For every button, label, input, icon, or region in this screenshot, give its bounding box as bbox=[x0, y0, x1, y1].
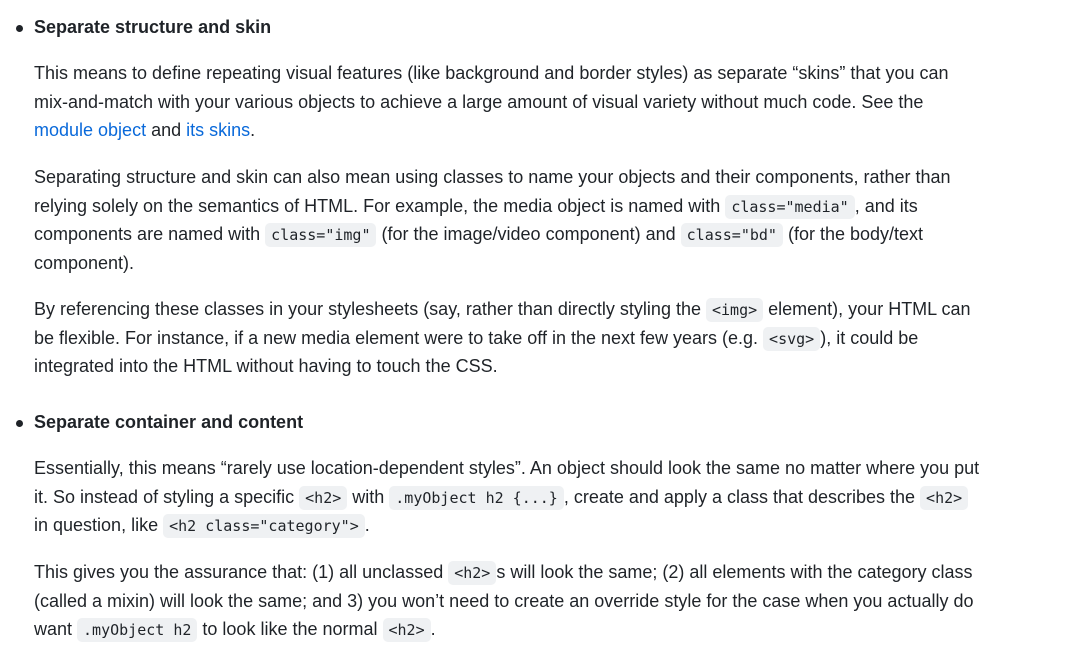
inline-code: class="img" bbox=[265, 223, 376, 247]
inline-code: <h2> bbox=[920, 486, 968, 510]
bullet-icon bbox=[16, 420, 23, 427]
paragraph bbox=[34, 59, 1074, 145]
text: . bbox=[250, 120, 256, 140]
paragraph bbox=[34, 558, 1074, 644]
text: . bbox=[364, 515, 370, 535]
bullet-icon bbox=[16, 25, 23, 32]
text: (called a mixin) will look the same; and 3) you won’t need to create an override style for the case when you actually do bbox=[34, 590, 974, 611]
paragraph bbox=[34, 295, 1074, 381]
text: relying solely on the semantics of HTML. For example, the media object is named with bbox=[34, 195, 726, 216]
text: . bbox=[430, 619, 436, 639]
text: with bbox=[347, 486, 390, 507]
paragraph bbox=[34, 163, 1074, 277]
inline-code: class="media" bbox=[725, 195, 854, 219]
text: mix-and-match with your various objects to achieve a large amount of visual variety without much code. See the bbox=[34, 91, 924, 112]
its-skins-link[interactable]: its skins bbox=[186, 120, 251, 140]
inline-code: .myObject h2 {...} bbox=[389, 486, 564, 510]
text: components are named with bbox=[34, 224, 266, 244]
text: be flexible. For instance, if a new media element were to take off in the next few years (e.g. bbox=[34, 327, 764, 348]
text: it. So instead of styling a specific bbox=[34, 486, 300, 507]
paragraph bbox=[34, 454, 1074, 540]
text: (for the image/video component) and bbox=[376, 224, 681, 244]
inline-code: <h2> bbox=[299, 486, 347, 510]
text: element), your HTML can bbox=[763, 299, 971, 319]
inline-code: <img> bbox=[706, 298, 763, 322]
text: want bbox=[34, 619, 78, 639]
inline-code: <h2> bbox=[448, 561, 496, 585]
text: , create and apply a class that describes the bbox=[563, 486, 921, 507]
text: This gives you the assurance that: (1) all unclassed bbox=[34, 562, 449, 582]
section-heading: Separate structure and skin bbox=[34, 17, 272, 37]
text: integrated into the HTML without having to touch the CSS. bbox=[34, 356, 498, 376]
text: This means to define repeating visual features (like background and border styles) as separate “skins” that you can bbox=[34, 63, 949, 83]
text: , and its bbox=[854, 195, 918, 216]
inline-code: <h2 class="category"> bbox=[163, 514, 365, 538]
text: s will look the same; (2) all elements with the category class bbox=[496, 562, 973, 582]
inline-code: <h2> bbox=[383, 618, 431, 642]
text: to look like the normal bbox=[197, 619, 383, 639]
inline-code: .myObject h2 bbox=[77, 618, 197, 642]
text: Essentially, this means “rarely use location-dependent styles”. An object should look the same no matter where you put bbox=[34, 458, 980, 478]
text: component). bbox=[34, 252, 135, 273]
text: and bbox=[146, 120, 187, 140]
text: ), it could be bbox=[820, 327, 919, 348]
section-heading: Separate container and content bbox=[34, 412, 304, 432]
text: By referencing these classes in your stylesheets (say, rather than directly styling the bbox=[34, 299, 706, 319]
text: Separating structure and skin can also mean using classes to name your objects and their components, rather than bbox=[34, 167, 951, 187]
inline-code: class="bd" bbox=[681, 223, 783, 247]
text: in question, like bbox=[34, 515, 164, 535]
inline-code: <svg> bbox=[763, 327, 820, 351]
text: (for the body/text bbox=[782, 224, 924, 244]
module-object-link[interactable]: module object bbox=[34, 120, 147, 140]
